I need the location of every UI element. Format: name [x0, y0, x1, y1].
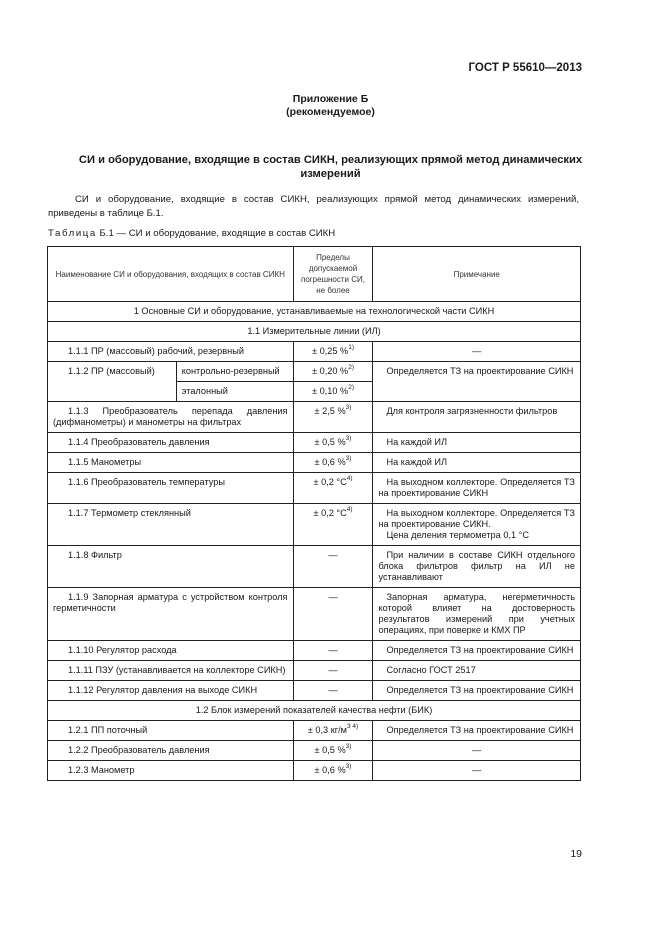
row-note: При наличии в составе СИКН отдельного блока фильтров фильтр на ИЛ не устанавливают: [373, 546, 581, 588]
row-name: 1.1.6 Преобразователь температуры: [48, 473, 294, 504]
table-header-row: [48, 247, 581, 302]
row-limit: —: [293, 661, 373, 681]
table-row: [48, 433, 581, 453]
standard-designation: ГОСТ Р 55610—2013: [468, 62, 582, 74]
section-row: [48, 302, 581, 322]
row-note: Определяется ТЗ на проектирование СИКН: [373, 721, 581, 741]
row-limit: ± 0,2 $^\circ С^{4)}$: [293, 504, 373, 546]
row-name: 1.2.3 Манометр: [48, 761, 294, 781]
caption-text: Б.1 — СИ и оборудование, входящие в состав СИКН: [99, 228, 336, 239]
header-limits: Пределы допускаемой погрешности СИ, не более: [293, 247, 373, 302]
table-row: [48, 473, 581, 504]
caption-prefix: Таблица: [48, 228, 97, 239]
row-limit: —: [293, 641, 373, 661]
table-row: [48, 681, 581, 701]
equipment-table: [47, 246, 581, 781]
row-limit: ± 0,10 %$^{2)}$: [293, 382, 373, 402]
row-limit: ± 0,6 %$^{3)}$: [293, 761, 373, 781]
table-row: [48, 362, 581, 382]
table-row: [48, 641, 581, 661]
table-row: [48, 546, 581, 588]
row-note: Для контроля загрязненности фильтров: [373, 402, 581, 433]
row-limit: —: [293, 588, 373, 641]
table-row: [48, 741, 581, 761]
row-name: 1.1.7 Термометр стеклянный: [48, 504, 294, 546]
table-row: [48, 504, 581, 546]
header-name: Наименование СИ и оборудования, входящих в состав СИКН: [48, 247, 294, 302]
appendix-main-title: [70, 153, 591, 181]
appendix-title: Приложение Б: [292, 93, 369, 105]
section-row: [48, 322, 581, 342]
table-caption: [48, 228, 335, 239]
row-note: На выходном коллекторе. Определяется ТЗ на проектирование СИКН. Цена деления термометра 0,1 °С: [373, 504, 581, 546]
row-note: Запорная арматура, негерметичность которой влияет на достоверность результатов измерений при учетных операциях, при поверке и КМХ ПР: [373, 588, 581, 641]
table-row: [48, 661, 581, 681]
section-row: [48, 701, 581, 721]
subsection-1-2-title: 1.2 Блок измерений показателей качества нефти (БИК): [48, 701, 581, 721]
row-limit: ± 0,3 $кг/м^{3 4)}$: [293, 721, 373, 741]
appendix-status: (рекомендуемое): [286, 106, 375, 118]
row-note: На каждой ИЛ: [373, 433, 581, 453]
row-note: Определяется ТЗ на проектирование СИКН: [373, 641, 581, 661]
table-row: [48, 761, 581, 781]
row-note: Определяется ТЗ на проектирование СИКН: [373, 362, 581, 402]
row-limit: —: [293, 681, 373, 701]
row-note: —: [373, 761, 581, 781]
row-name: 1.1.8 Фильтр: [48, 546, 294, 588]
row-name: 1.1.5 Манометры: [48, 453, 294, 473]
row-note: На каждой ИЛ: [373, 453, 581, 473]
row-name: 1.1.1 ПР (массовый) рабочий, резервный: [48, 342, 294, 362]
table-row: [48, 342, 581, 362]
table-row: [48, 402, 581, 433]
table-row: [48, 453, 581, 473]
row-subname: эталонный: [176, 382, 293, 402]
page-number: 19: [570, 848, 582, 860]
section-1-title: 1 Основные СИ и оборудование, устанавливаемые на технологической части СИКН: [48, 302, 581, 322]
row-limit: ± 0,5 %$^{3)}$: [293, 741, 373, 761]
table-row: [48, 721, 581, 741]
subsection-1-1-title: 1.1 Измерительные линии (ИЛ): [48, 322, 581, 342]
row-limit: ± 0,20 %$^{2)}$: [293, 362, 373, 382]
row-name: 1.2.1 ПП поточный: [48, 721, 294, 741]
row-subname: контрольно-резервный: [176, 362, 293, 382]
row-name: 1.1.12 Регулятор давления на выходе СИКН: [48, 681, 294, 701]
row-name: 1.1.4 Преобразователь давления: [48, 433, 294, 453]
row-limit: ± 2,5 %$^{3)}$: [293, 402, 373, 433]
intro-paragraph: СИ и оборудование, входящие в состав СИКН, реализующих прямой метод динамических измерений, приведены в таблице Б.1.: [48, 194, 579, 219]
row-limit: ± 0,25 %$^{1)}$: [293, 342, 373, 362]
row-name: 1.1.10 Регулятор расхода: [48, 641, 294, 661]
row-name: 1.1.2 ПР (массовый): [48, 362, 177, 402]
row-limit: ± 0,5 %$^{3)}$: [293, 433, 373, 453]
row-note: —: [373, 342, 581, 362]
table-row: [48, 588, 581, 641]
row-name: 1.1.3 Преобразователь перепада давления (дифманометры) и манометры на фильтрах: [48, 402, 294, 433]
row-note: —: [373, 741, 581, 761]
row-note: Определяется ТЗ на проектирование СИКН: [373, 681, 581, 701]
row-limit: ± 0,2 $^\circ С^{4)}$: [293, 473, 373, 504]
appendix-heading: [0, 93, 661, 119]
row-limit: ± 0,6 %$^{3)}$: [293, 453, 373, 473]
row-note: На выходном коллекторе. Определяется ТЗ на проектирование СИКН: [373, 473, 581, 504]
row-limit: —: [293, 546, 373, 588]
row-name: 1.1.9 Запорная арматура с устройством контроля герметичности: [48, 588, 294, 641]
header-note: Примечание: [373, 247, 581, 302]
row-name: 1.2.2 Преобразователь давления: [48, 741, 294, 761]
title-line-1: СИ и оборудование, входящие в состав СИКН, реализующих прямой метод динамических: [78, 154, 583, 166]
row-note: Согласно ГОСТ 2517: [373, 661, 581, 681]
row-name: 1.1.11 ПЗУ (устанавливается на коллекторе СИКН): [48, 661, 294, 681]
title-line-2: измерений: [300, 168, 361, 180]
